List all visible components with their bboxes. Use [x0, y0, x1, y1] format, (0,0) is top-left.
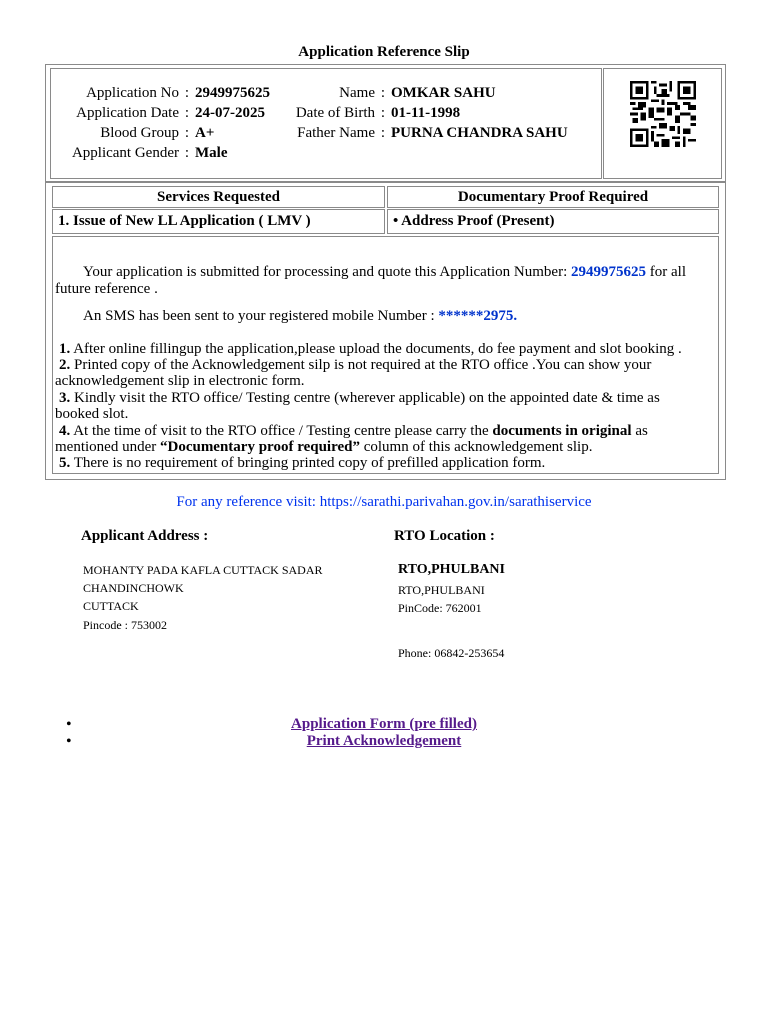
print-acknowledgement-link[interactable]: Print Acknowledgement	[306, 733, 462, 749]
submitted-app-number: 2949975625	[571, 264, 646, 280]
point-2-text: Printed copy of the Acknowledgement silp is not required at the RTO office .You can show your	[74, 357, 652, 373]
point-4-text: At the time of visit to the RTO office / Testing centre please carry the	[73, 423, 489, 439]
point-4-text-end: as	[635, 423, 648, 439]
point-2-number: 2.	[59, 357, 71, 373]
list-item	[0, 733, 768, 750]
sms-mobile-number: ******2975	[438, 308, 514, 324]
blood-group-label: Blood Group	[100, 125, 179, 141]
sms-text: An SMS has been sent to your registered mobile Number :	[83, 308, 435, 324]
application-no-label: Application No	[86, 85, 179, 101]
application-date-value: 24-07-2025	[195, 105, 265, 121]
point-1-number: 1.	[59, 341, 71, 357]
point-3-text-cont: booked slot.	[55, 406, 129, 422]
colon: :	[184, 145, 190, 161]
rto-pincode: PinCode: 762001	[398, 601, 482, 615]
address-pincode: Pincode : 753002	[83, 618, 167, 632]
applicant-address-heading: Applicant Address :	[81, 528, 209, 544]
name-value: OMKAR SAHU	[391, 85, 496, 101]
colon: :	[380, 85, 386, 101]
submitted-text: Your application is submitted for processing and quote this Application Number:	[83, 264, 568, 280]
address-line-1: MOHANTY PADA KAFLA CUTTACK SADAR	[83, 563, 323, 577]
application-date-label: Application Date	[76, 105, 179, 121]
gender-value: Male	[195, 145, 228, 161]
address-line-2: CHANDINCHOWK	[83, 581, 184, 595]
point-1-text: After online fillingup the application,please upload the documents, do fee payment and slot booking .	[73, 341, 682, 357]
qr-code-icon	[628, 81, 698, 147]
point-4-text-cont-end: column of this acknowledgement slip.	[363, 439, 593, 455]
service-cell: 1. Issue of New LL Application ( LMV )	[52, 209, 385, 234]
address-line-3: CUTTACK	[83, 599, 139, 613]
list-item	[0, 716, 768, 733]
dob-value: 01-11-1998	[391, 105, 461, 121]
rto-phone: Phone: 06842-253654	[398, 646, 505, 660]
colon: :	[184, 85, 190, 101]
dob-label: Date of Birth	[295, 105, 375, 121]
rto-name: RTO,PHULBANI	[398, 562, 505, 577]
point-5-number: 5.	[59, 455, 71, 471]
rto-location-heading: RTO Location :	[394, 528, 495, 544]
rto-address-line: RTO,PHULBANI	[398, 583, 485, 597]
colon: :	[184, 105, 190, 121]
sms-period: .	[513, 308, 518, 324]
instructions-panel	[52, 236, 719, 474]
colon: :	[380, 105, 386, 121]
point-4-bold: documents in original	[492, 423, 632, 439]
submitted-text-line2: future reference .	[55, 281, 158, 297]
services-header: Services Requested	[52, 186, 385, 208]
links-list	[0, 716, 768, 750]
application-form-link[interactable]: Application Form (pre filled)	[291, 716, 477, 732]
proof-header: Documentary Proof Required	[387, 186, 719, 208]
point-4-text-cont: mentioned under	[55, 439, 157, 455]
application-no-value: 2949975625	[195, 85, 270, 101]
reference-link-text: For any reference visit: https://sarathi.parivahan.gov.in/sarathiservice	[176, 494, 592, 510]
submitted-text-end: for all	[649, 264, 686, 280]
point-2-text-cont: acknowledgement slip in electronic form.	[55, 373, 305, 389]
proof-cell: • Address Proof (Present)	[387, 209, 719, 234]
colon: :	[184, 125, 190, 141]
point-4-number: 4.	[59, 423, 71, 439]
point-3-number: 3.	[59, 390, 71, 406]
father-name-value: PURNA CHANDRA SAHU	[391, 125, 568, 141]
gender-label: Applicant Gender	[71, 145, 179, 161]
point-3-text: Kindly visit the RTO office/ Testing centre (wherever applicable) on the appointed date & time as	[74, 390, 660, 406]
blood-group-value: A+	[195, 125, 215, 141]
point-4-bold-cont: “Documentary proof required”	[159, 439, 360, 455]
page-title: Application Reference Slip	[298, 44, 470, 60]
point-5-text: There is no requirement of bringing printed copy of prefilled application form.	[73, 455, 546, 471]
name-label: Name	[339, 85, 375, 101]
colon: :	[380, 125, 386, 141]
father-name-label: Father Name	[297, 125, 375, 141]
